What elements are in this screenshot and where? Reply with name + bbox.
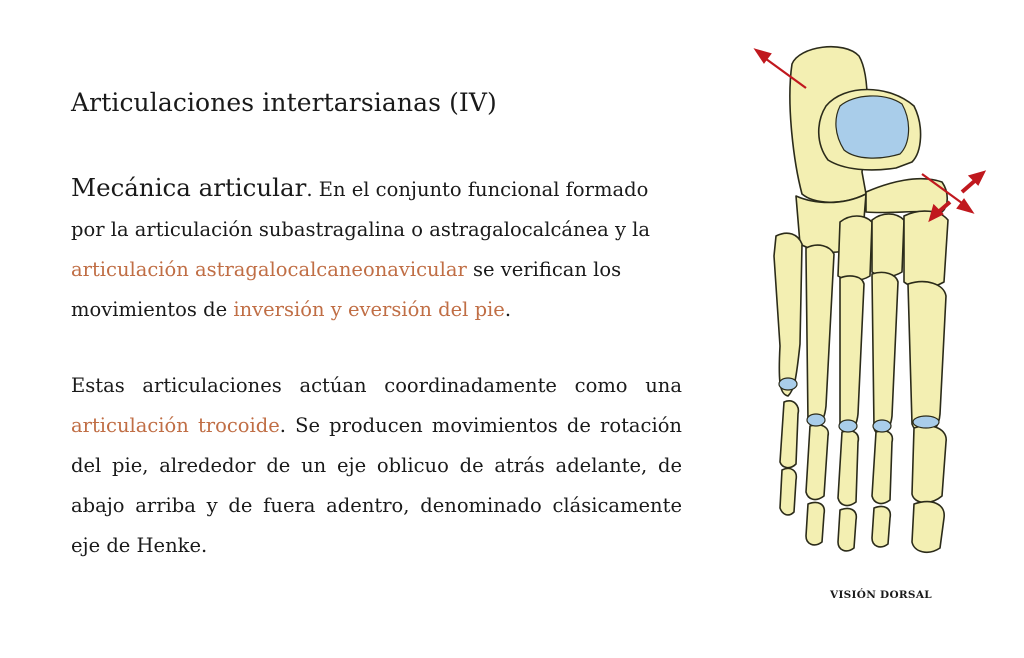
phalanx-bone: [838, 431, 858, 506]
phalanx-bone: [912, 426, 946, 503]
phalanx-bone: [806, 425, 828, 500]
phalanx-bone: [872, 506, 890, 546]
paragraph-trochoid: [71, 366, 682, 566]
text-span: . Se producen movimientos de rotación del pie, alrededor de un eje oblicuo de atrás adelante, de abajo arriba y de fuera adentro, denominado clásicamente eje de Henke.: [71, 414, 682, 557]
text-span: se verifican los movimientos de: [71, 258, 622, 321]
cuneiform-bone: [872, 214, 904, 277]
metatarsal-bone: [872, 272, 898, 433]
highlight-term: articulación astragalocalcaneonavicular: [71, 258, 467, 281]
page-title: Articulaciones intertarsianas (IV): [71, 88, 497, 117]
metatarsal-bone: [908, 282, 946, 435]
metatarsal-bone: [806, 245, 834, 426]
articular-surface: [839, 420, 857, 432]
highlight-term: articulación trocoide: [71, 414, 280, 437]
articular-surface: [807, 414, 825, 426]
paragraph-mechanics: [71, 168, 682, 330]
lead-term: Mecánica articular: [71, 173, 307, 202]
text-span: .: [504, 298, 512, 321]
figure-caption: VISIÓN DORSAL: [830, 589, 932, 601]
metatarsal-bone: [840, 276, 864, 432]
phalanx-bone: [838, 508, 856, 550]
phalanx-bone: [872, 431, 892, 504]
metatarsal-bone: [774, 233, 802, 396]
cuneiform-bone: [838, 216, 872, 281]
articular-surface: [779, 378, 797, 390]
articular-surface: [873, 420, 891, 432]
text-span: . En el conjunto funcional formado por la articulación subastragalina o astragalocalcánea y la: [71, 178, 651, 241]
phalanx-bone: [780, 468, 796, 515]
phalanx-bone: [806, 502, 824, 544]
highlight-term: inversión y eversión del pie: [233, 298, 505, 321]
phalanx-bone: [912, 502, 944, 553]
foot-skeleton-illustration: [744, 34, 1004, 574]
text-span: Estas articulaciones actúan coordinadamente como una: [71, 374, 682, 397]
phalanx-bone: [780, 401, 798, 468]
cuneiform-bone: [904, 211, 948, 288]
articular-surface: [913, 416, 939, 428]
articular-surface: [836, 96, 909, 158]
